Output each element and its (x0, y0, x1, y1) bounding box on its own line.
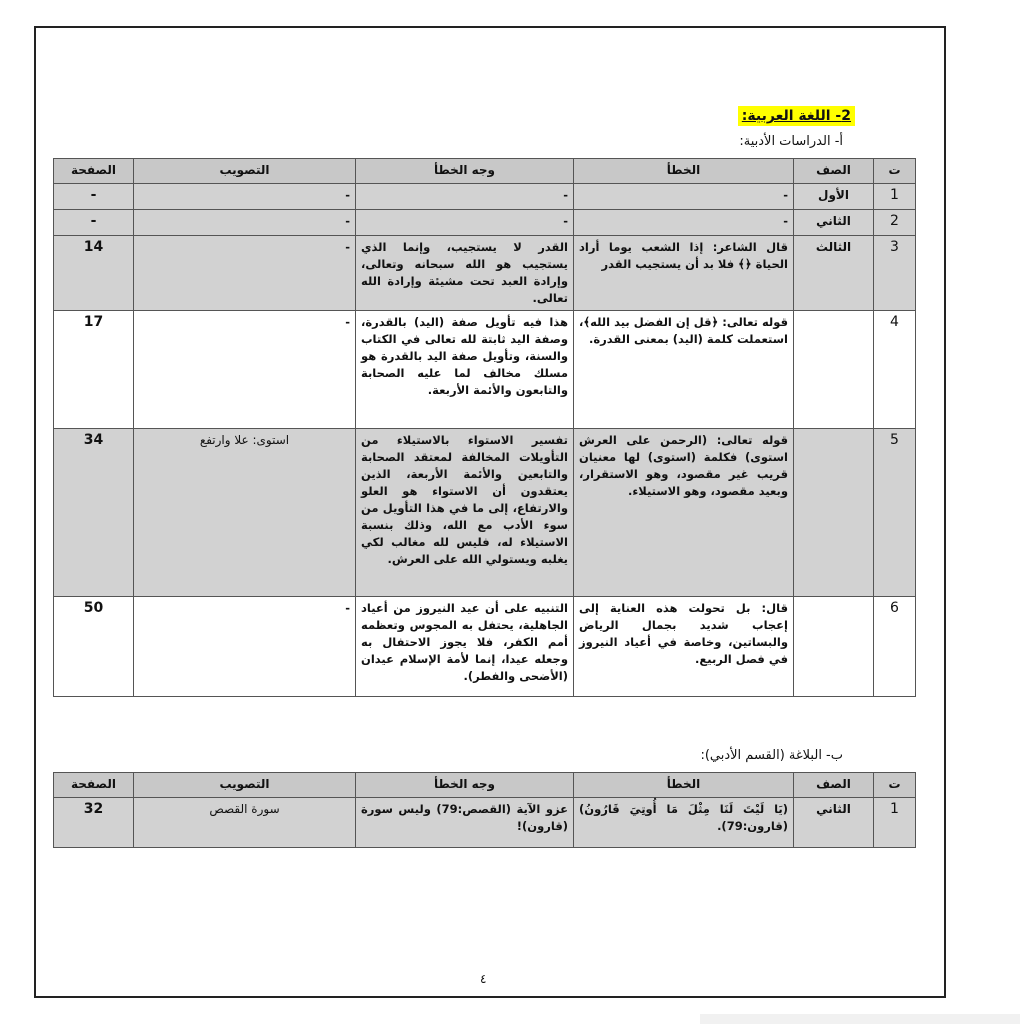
row-class: الثالث (794, 236, 874, 311)
row-error: قوله تعالى: ﴿قل إن الفضل بيد الله﴾، استعملت كلمة (اليد) بمعنى القدرة. (574, 311, 794, 429)
row-correction: - (134, 184, 356, 210)
table-row (54, 236, 916, 311)
table-row (54, 597, 916, 697)
row-num: 6 (874, 597, 916, 697)
row-class: الأول (794, 184, 874, 210)
row-correction: - (134, 210, 356, 236)
row-class: الثاني (794, 210, 874, 236)
row-page: - (54, 184, 134, 210)
rhetoric-table (53, 772, 916, 848)
row-page: - (54, 210, 134, 236)
row-class (794, 311, 874, 429)
subsection-b-title: ب- البلاغة (القسم الأدبي): (700, 748, 843, 763)
row-page: 50 (54, 597, 134, 697)
col-reason-header: وجه الخطأ (356, 773, 574, 798)
table-header-row (54, 159, 916, 184)
row-correction: سورة القصص (134, 798, 356, 848)
table-header-row (54, 773, 916, 798)
row-num: 1 (874, 798, 916, 848)
row-num: 2 (874, 210, 916, 236)
subsection-a-title: أ- الدراسات الأدبية: (739, 134, 843, 149)
row-reason: التنبيه على أن عيد النيروز من أعياد الجاهلية، يحتفل به المجوس وتعظمه أمم الكفر، فلا يجوز الاحتفال به وجعله عيدا، إنما لأمة الإسلام عيدان (الأضحى والفطر). (356, 597, 574, 697)
row-class: الثاني (794, 798, 874, 848)
row-class (794, 597, 874, 697)
col-num-header: ت (874, 773, 916, 798)
row-page: 34 (54, 429, 134, 597)
row-reason: القدر لا يستجيب، وإنما الذي يستجيب هو الله سبحانه وتعالى، وإرادة العبد تحت مشيئة وإرادة الله تعالى. (356, 236, 574, 311)
col-error-header: الخطأ (574, 159, 794, 184)
page-number: ٤ (480, 972, 487, 986)
col-correction-header: التصويب (134, 773, 356, 798)
row-page: 32 (54, 798, 134, 848)
col-error-header: الخطأ (574, 773, 794, 798)
row-error: - (574, 184, 794, 210)
col-page-header: الصفحة (54, 159, 134, 184)
col-correction-header: التصويب (134, 159, 356, 184)
col-page-header: الصفحة (54, 773, 134, 798)
row-error: (يَا لَيْتَ لَنَا مِثْلَ مَا أُوتِيَ قَارُونُ) (قارون:79). (574, 798, 794, 848)
col-class-header: الصف (794, 773, 874, 798)
table-row (54, 210, 916, 236)
row-error: قال الشاعر: إذا الشعب يوما أراد الحياة ﴿﴾ فلا بد أن يستجيب القدر (574, 236, 794, 311)
row-correction: - (134, 236, 356, 311)
row-num: 1 (874, 184, 916, 210)
row-error: قال: بل تحولت هذه العناية إلى إعجاب شديد بجمال الرياض والبساتين، وخاصة في أعياد النيروز في فصل الربيع. (574, 597, 794, 697)
scan-artifact (700, 1014, 1020, 1024)
row-num: 5 (874, 429, 916, 597)
row-num: 4 (874, 311, 916, 429)
section-title: 2- اللغة العربية: (738, 106, 855, 126)
table-row (54, 311, 916, 429)
row-page: 14 (54, 236, 134, 311)
literary-studies-table (53, 158, 916, 697)
row-reason: - (356, 184, 574, 210)
table-row (54, 798, 916, 848)
row-correction: استوى: علا وارتفع (134, 429, 356, 597)
row-reason: تفسير الاستواء بالاستيلاء من التأويلات المخالفة لمعتقد الصحابة والتابعين والأئمة الأربعة، الذين يعتقدون أن الاستواء هو العلو والارتفاع، إلى ما في هذا التأويل من سوء الأدب مع الله، وذلك بنسبة الاستيلاء له، فليس لله مغالب لكي يغلبه ويستولي الله على العرش. (356, 429, 574, 597)
table-row (54, 184, 916, 210)
table-row (54, 429, 916, 597)
col-reason-header: وجه الخطأ (356, 159, 574, 184)
row-reason: هذا فيه تأويل صفة (اليد) بالقدرة، وصفة اليد ثابتة لله تعالى في الكتاب والسنة، وتأويل صفة اليد بالقدرة هو مسلك مخالف لما عليه الصحابة والتابعون والأئمة الأربعة. (356, 311, 574, 429)
row-error: قوله تعالى: (الرحمن على العرش استوى) فكلمة (استوى) لها معنيان قريب غير مقصود، وهو الاستقرار، وبعيد مقصود، وهو الاستيلاء. (574, 429, 794, 597)
row-correction: - (134, 311, 356, 429)
col-num-header: ت (874, 159, 916, 184)
document-page (34, 26, 946, 998)
row-error: - (574, 210, 794, 236)
row-reason: - (356, 210, 574, 236)
col-class-header: الصف (794, 159, 874, 184)
row-correction: - (134, 597, 356, 697)
row-num: 3 (874, 236, 916, 311)
row-reason: عزو الآية (القصص:79) وليس سورة (قارون)! (356, 798, 574, 848)
row-class (794, 429, 874, 597)
row-page: 17 (54, 311, 134, 429)
